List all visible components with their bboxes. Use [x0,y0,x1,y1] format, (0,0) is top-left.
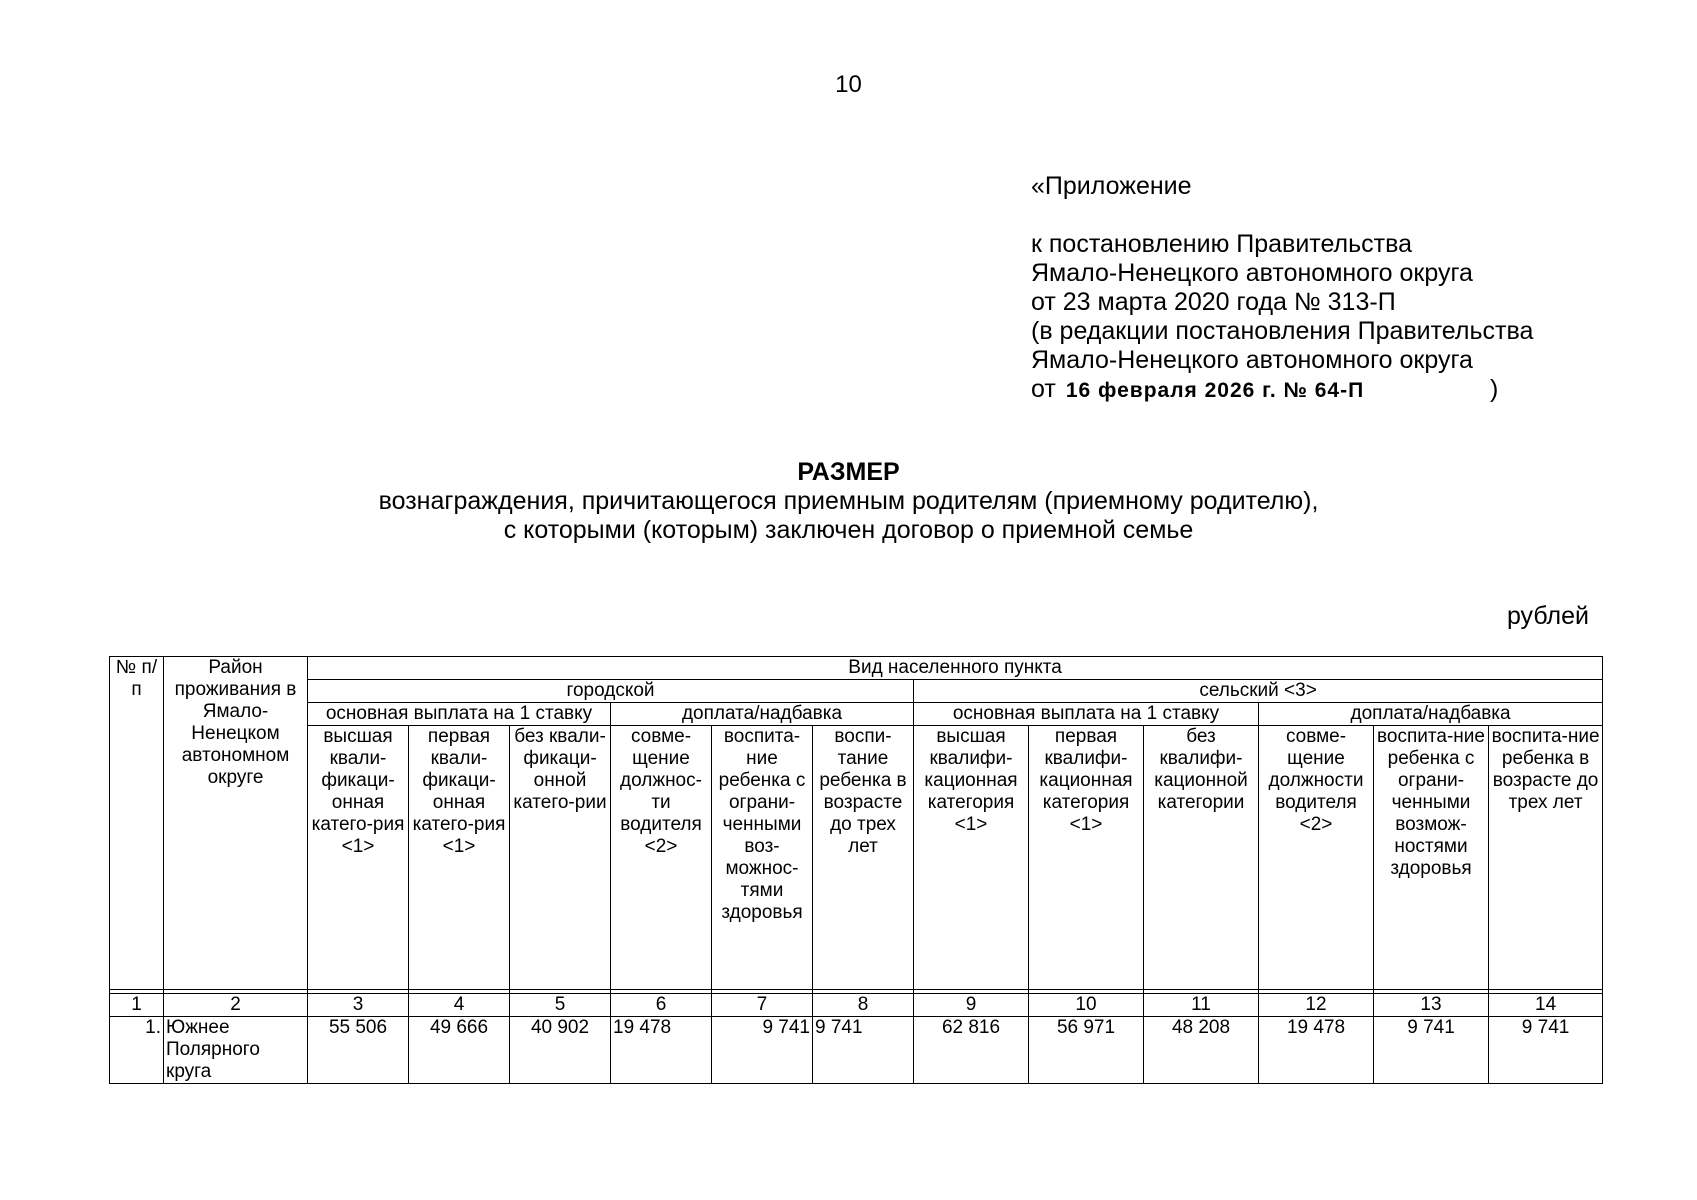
subheader-cell: воспита-ние ребенка с ограни-ченными воз-можнос-тями здоровья [712,726,813,990]
subheader-cell: воспи-тание ребенка в возрасте до трех лет [813,726,914,990]
subheader-cell: воспита-ние ребенка в возрасте до трех лет [1489,726,1603,990]
row-district: Южнее Полярного круга [164,1017,308,1084]
row-value: 19 478 [1259,1017,1374,1084]
column-number: 11 [1144,994,1259,1017]
header-urban-extra: доплата/надбавка [611,703,914,726]
row-value: 49 666 [409,1017,510,1084]
row-value: 9 741 [1489,1017,1603,1084]
row-value: 48 208 [1144,1017,1259,1084]
annex-date-value: 16 февраля 2026 г. № 64-П [1065,379,1365,402]
annex-date-suffix: ) [1490,375,1499,403]
column-number: 4 [409,994,510,1017]
subheader-cell: первая квали-фикаци-онная катего-рия <1> [409,726,510,990]
row-value: 62 816 [914,1017,1029,1084]
remuneration-table [109,656,1603,1084]
column-number: 13 [1374,994,1489,1017]
page-number: 10 [835,71,862,98]
header-rural: сельский <3> [914,680,1603,703]
row-number: 1. [110,1017,164,1084]
annex-line-3: Ямало-Ненецкого автономного округа [1031,259,1473,287]
header-num: № п/п [110,657,164,990]
document-title [0,458,1697,545]
annex-date-line [1031,375,1651,405]
column-number: 1 [110,994,164,1017]
subheader-cell: высшая квалифи-кационная категория <1> [914,726,1029,990]
annex-line-2: к постановлению Правительства [1031,230,1413,258]
row-value: 55 506 [308,1017,409,1084]
column-number: 10 [1029,994,1144,1017]
header-urban: городской [308,680,914,703]
annex-line-4: от 23 марта 2020 года № 313-П [1031,288,1396,316]
column-number: 12 [1259,994,1374,1017]
annex-date-prefix: от [1031,375,1056,403]
subheader-cell: без квалифи-кационной категории [1144,726,1259,990]
annex-line-6: Ямало-Ненецкого автономного округа [1031,346,1473,374]
subheader-cell: первая квалифи-кационная категория <1> [1029,726,1144,990]
row-value: 19 478 [611,1017,712,1084]
header-urban-base: основная выплата на 1 ставку [308,703,611,726]
header-settlement-type: Вид населенного пункта [308,657,1603,680]
column-number: 2 [164,994,308,1017]
row-value: 9 741 [813,1017,914,1084]
title-line-2: с которыми (которым) заключен договор о приемной семье [503,516,1194,544]
subheader-cell: без квали-фикаци-онной катего-рии [510,726,611,990]
row-value: 9 741 [1374,1017,1489,1084]
subheader-cell: совме-щение должности водителя <2> [1259,726,1374,990]
column-number: 3 [308,994,409,1017]
column-number: 6 [611,994,712,1017]
header-rural-base: основная выплата на 1 ставку [914,703,1259,726]
table-row [110,1017,1603,1084]
subheader-cell: высшая квали-фикаци-онная катего-рия <1> [308,726,409,990]
unit-label: рублей [1506,602,1589,630]
column-number: 8 [813,994,914,1017]
annex-block [1031,172,1651,405]
column-number: 7 [712,994,813,1017]
subheader-cell: совме-щение должнос-ти водителя <2> [611,726,712,990]
annex-line-1: «Приложение [1031,172,1192,200]
column-number: 5 [510,994,611,1017]
column-number: 9 [914,994,1029,1017]
column-number: 14 [1489,994,1603,1017]
title-heading: РАЗМЕР [797,458,900,486]
annex-line-5: (в редакции постановления Правительства [1031,317,1534,345]
header-district: Район проживания в Ямало-Ненецком автономном округе [164,657,308,990]
row-value: 56 971 [1029,1017,1144,1084]
row-value: 9 741 [712,1017,813,1084]
column-number-row [110,994,1603,1017]
title-line-1: вознаграждения, причитающегося приемным родителям (приемному родителю), [378,487,1319,515]
subheader-cell: воспита-ние ребенка с ограни-ченными возмож-ностями здоровья [1374,726,1489,990]
row-value: 40 902 [510,1017,611,1084]
header-rural-extra: доплата/надбавка [1259,703,1603,726]
